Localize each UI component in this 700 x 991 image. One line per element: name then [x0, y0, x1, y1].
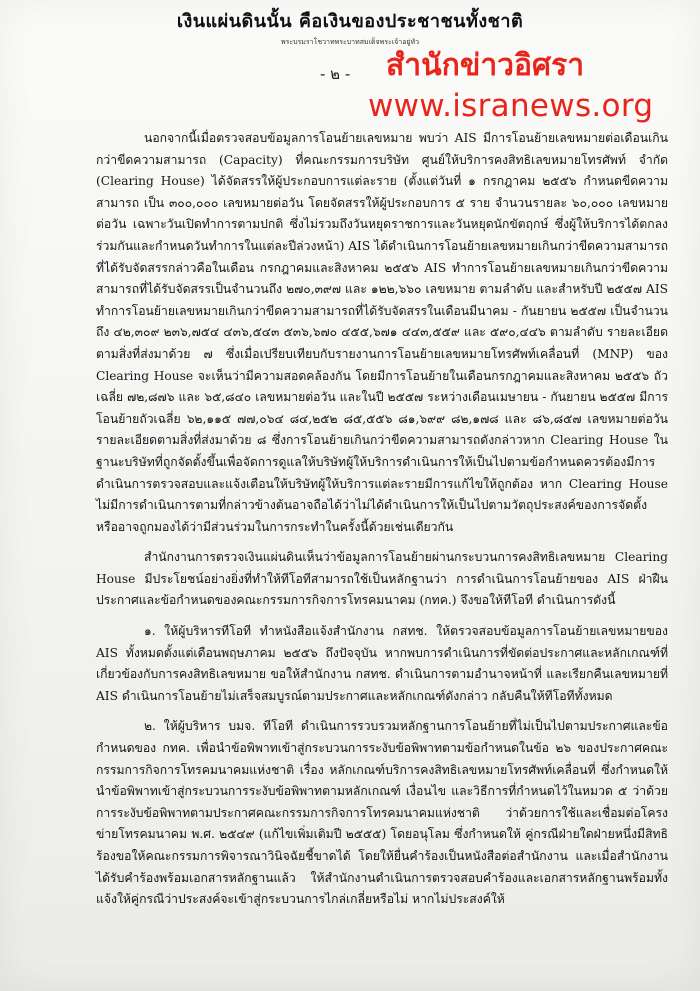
paragraph-recommendation-1: ๑. ให้ผู้บริหารทีโอที ทำหนังสือแจ้งสำนักงาน กสทช. ให้ตรวจสอบข้อมูลการโอนย้ายเลขหมายของ AIS ทั้งหมดตั้งแต่เดือนพฤษภาคม ๒๕๕๖ ถึงปัจจุบัน หากพบการดำเนินการที่ขัดต่อประกาศและหลักเกณฑ์ที่เกี่ยวข้องกับการคงสิทธิเลขหมาย ขอให้สำนักงาน กสทช. ดำเนินการตามอำนาจหน้าที่ และเรียกคืนเลขหมายที่ AIS ดำเนินการโอนย้ายไม่เสร็จสมบูรณ์ตามประกาศและหลักเกณฑ์ดังกล่าว กลับคืนให้ทีโอทีทั้งหมด	[96, 624, 668, 703]
paragraph-sao-opinion: สำนักงานการตรวจเงินแผ่นดินเห็นว่าข้อมูลการโอนย้ายผ่านกระบวนการคงสิทธิเลขหมาย Clearing House มีประโยชน์อย่างยิ่งที่ทำให้ทีโอทีสามารถใช้เป็นหลักฐานว่า การดำเนินการโอนย้ายของ AIS ฝ่าฝืนประกาศและข้อกำหนดของคณะกรรมการกิจการโทรคมนาคม (กทค.) จึงขอให้ทีโอที ดำเนินการดังนี้	[96, 550, 668, 608]
motto-text: เงินแผ่นดินนั้น คือเงินของประชาชนทั้งชาติ	[176, 11, 524, 32]
paragraph-transfer-findings: นอกจากนี้เมื่อตรวจสอบข้อมูลการโอนย้ายเลขหมาย พบว่า AIS มีการโอนย้ายเลขหมายต่อเดือนเกินกว่าขีดความสามารถ (Capacity) ที่คณะกรรมการบริษัท ศูนย์ให้บริการคงสิทธิเลขหมายโทรศัพท์ จำกัด (Clearing House) ได้จัดสรรให้ผู้ประกอบการแต่ละราย (ตั้งแต่วันที่ ๑ กรกฎาคม ๒๕๕๖ กำหนดขีดความสามารถ เป็น ๓๐๐,๐๐๐ เลขหมายต่อวัน โดยจัดสรรให้ผู้ประกอบการ ๕ ราย จำนวนรายละ ๖๐,๐๐๐ เลขหมายต่อวัน เฉพาะวันเปิดทำการตามปกติ ซึ่งไม่รวมถึงวันหยุดราชการและวันหยุดนักขัตฤกษ์ ซึ่งผู้ให้บริการได้ตกลงร่วมกันและกำหนดวันทำการในแต่ละปีล่วงหน้า) AIS ได้ดำเนินการโอนย้ายเลขหมายเกินกว่าขีดความสามารถที่ได้รับจัดสรรกล่าวคือในเดือน กรกฎาคมและสิงหาคม ๒๕๕๖ AIS ทำการโอนย้ายเลขหมายเกินกว่าขีดความสามารถที่ได้รับจัดสรรเป็นจำนวนถึง ๒๗๐,๓๙๗ และ ๑๒๒,๖๖๐ เลขหมาย ตามลำดับ และสำหรับปี ๒๕๕๗ AIS ทำการโอนย้ายเลขหมายเกินกว่าขีดความสามารถที่ได้รับจัดสรรในเดือนมีนาคม - กันยายน ๒๕๕๗ เป็นจำนวนถึง ๔๒,๓๐๙ ๒๓๖,๗๕๔ ๔๓๖,๕๔๓ ๕๓๖,๖๗๐ ๔๕๕,๖๗๑ ๔๔๓,๕๕๙ และ ๕๙๐,๔๔๖ ตามลำดับ รายละเอียดตามสิ่งที่ส่งมาด้วย ๗ ซึ่งเมื่อเปรียบเทียบกับรายงานการโอนย้ายเลขหมายโทรศัพท์เคลื่อนที่ (MNP) ของ Clearing House จะเห็นว่ามีความสอดคล้องกัน โดยมีการโอนย้ายในเดือนกรกฎาคมและสิงหาคม ๒๕๕๖ ถัวเฉลี่ย ๗๒,๘๗๖ และ ๖๕,๘๔๐ เลขหมายต่อวัน และในปี ๒๕๕๗ ระหว่างเดือนเมษายน - กันยายน ๒๕๕๗ มีการโอนย้ายถัวเฉลี่ย ๖๒,๑๑๕ ๗๗,๐๖๔ ๘๔,๒๕๒ ๘๕,๕๕๖ ๘๑,๖๙๙ ๘๒,๑๗๘ และ ๘๖,๘๕๗ เลขหมายต่อวัน รายละเอียดตามสิ่งที่ส่งมาด้วย ๘ ซึ่งการโอนย้ายเกินกว่าขีดความสามารถดังกล่าวหาก Clearing House ในฐานะบริษัทที่ถูกจัดตั้งขึ้นเพื่อจัดการดูแลให้บริษัทผู้ให้บริการดำเนินการให้เป็นไปตามข้อกำหนดควรต้องมีการดำเนินการตรวจสอบและแจ้งเตือนให้บริษัทผู้ให้บริการแต่ละรายมีการแก้ไขให้ถูกต้อง หาก Clearing House ไม่มีการดำเนินการตามที่กล่าวข้างต้นอาจถือได้ว่าไม่ได้ดำเนินการให้เป็นไปตามวัตถุประสงค์ของการจัดตั้ง หรืออาจถูกมองได้ว่ามีส่วนร่วมในการกระทำในครั้งนี้ด้วยเช่นเดียวกัน	[96, 131, 668, 534]
paragraph-recommendation-2: ๒. ให้ผู้บริหาร บมจ. ทีโอที ดำเนินการรวบรวมหลักฐานการโอนย้ายที่ไม่เป็นไปตามประกาศและข้อกำหนดของ กทค. เพื่อนำข้อพิพาทเข้าสู่กระบวนการระงับข้อพิพาทตามข้อกำหนดในข้อ ๒๖ ของประกาศคณะกรรมการกิจการโทรคมนาคมแห่งชาติ เรื่อง หลักเกณฑ์บริการคงสิทธิเลขหมายโทรศัพท์เคลื่อนที่ ซึ่งกำหนดให้นำข้อพิพาทเข้าสู่กระบวนการระงับข้อพิพาทตามหลักเกณฑ์ เงื่อนไข และวิธีการที่กำหนดไว้ในหมวด ๕ ว่าด้วยการระงับข้อพิพาทตามประกาศคณะกรรมการกิจการโทรคมนาคมแห่งชาติ ว่าด้วยการใช้และเชื่อมต่อโครงข่ายโทรคมนาคม พ.ศ. ๒๕๔๙ (แก้ไขเพิ่มเติมปี ๒๕๕๕) โดยอนุโลม ซึ่งกำหนดให้ คู่กรณีฝ่ายใดฝ่ายหนึ่งมีสิทธิร้องขอให้คณะกรรมการพิจารณาวินิจฉัยชี้ขาดได้ โดยให้ยื่นคำร้องเป็นหนังสือต่อสำนักงาน และเมื่อสำนักงานได้รับคำร้องพร้อมเอกสารหลักฐานแล้ว ให้สำนักงานดำเนินการตรวจสอบคำร้องและเอกสารหลักฐานพร้อมทั้งแจ้งให้คู่กรณีว่าประสงค์จะเข้าสู่กระบวนการไกล่เกลี่ยหรือไม่ หากไม่ประสงค์ให้	[96, 719, 668, 907]
watermark-agency-name: สำนักข่าวอิศรา	[386, 48, 585, 83]
royal-attribution: พระบรมราโชวาทพระบาทสมเด็จพระเจ้าอยู่หัว	[280, 38, 420, 46]
watermark-url: www.isranews.org	[368, 88, 654, 124]
motto-line	[0, 6, 700, 35]
page-number: - ๒ -	[320, 65, 351, 83]
letterhead	[0, 6, 700, 48]
document-body	[96, 128, 668, 920]
